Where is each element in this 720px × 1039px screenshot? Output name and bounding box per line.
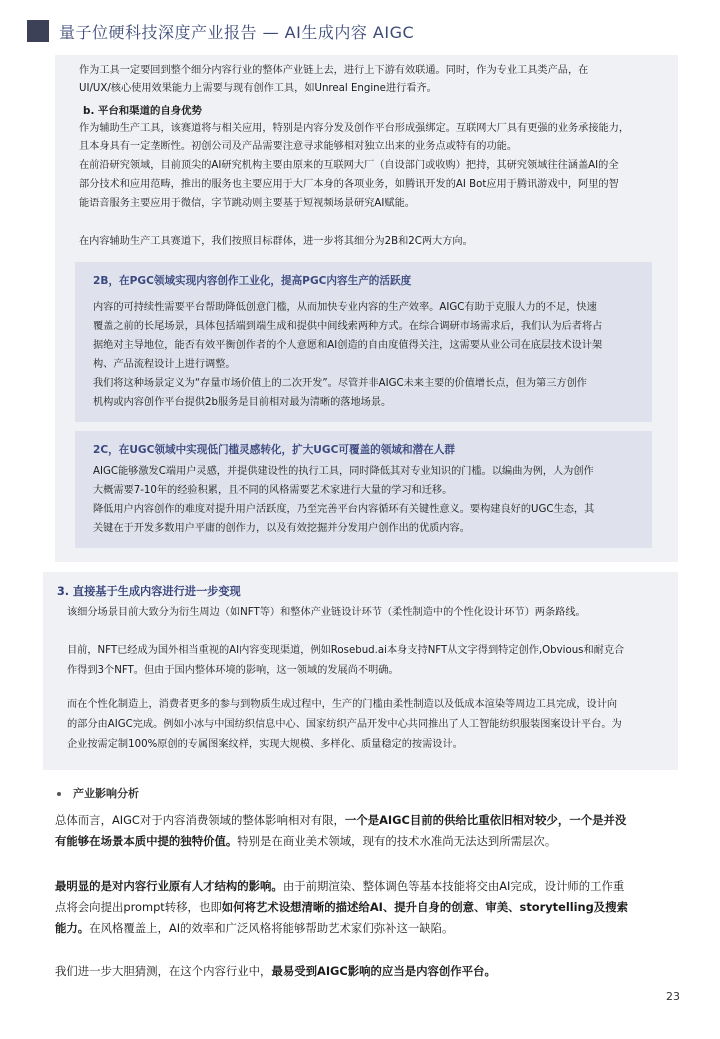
impact-paragraph-1-line-1 xyxy=(55,810,626,831)
paragraph-line: 目前，NFT已经成为国外相当重视的AI内容变现渠道，例如Rosebud.ai本身支持NFT从文字得到特定创作,Obvious和耐克合 xyxy=(67,645,625,656)
page-number: 23 xyxy=(666,990,680,1003)
paragraph-line: 内容的可持续性需要平台帮助降低创意门槛，从而加快专业内容的生产效率。AIGC有助于克服人力的不足，快速 xyxy=(93,302,597,313)
box-2b-title: 2B，在PGC领域实现内容创作工业化，提高PGC内容生产的活跃度 xyxy=(93,275,412,287)
emphasis-run: 有能够在场景本质中提的独特价值。 xyxy=(55,834,238,848)
section-3-title: 3. 直接基于生成内容进行进一步变现 xyxy=(57,585,241,598)
impact-paragraph-2-line-1 xyxy=(55,876,624,897)
emphasis-run: 最易受到AIGC影响的应当是内容创作平台。 xyxy=(271,964,496,978)
paragraph-line: 的部分由AIGC完成。例如小冰与中国纺织信息中心、国家纺织产品开发中心共同推出了人工智能纺织服装图案设计平台。为 xyxy=(67,719,622,730)
paragraph-line: 作为工具一定要回到整个细分内容行业的整体产业链上去，进行上下游有效联通。同时，作为专业工具类产品，在 xyxy=(79,65,589,76)
subheading-platform-advantage: b. 平台和渠道的自身优势 xyxy=(83,105,202,117)
paragraph-line: UI/UX/核心使用效果能力上需要与现有创作工具，如Unreal Engine进行看齐。 xyxy=(79,83,437,94)
paragraph-line: 部分技术和应用范畴，推出的服务也主要应用于大厂本身的各项业务，如腾讯开发的AI Bot应用于腾讯游戏中，阿里的智 xyxy=(79,179,619,190)
impact-paragraph-2-line-3 xyxy=(55,918,453,939)
text-run: 特别是在商业美术领域，现有的技术水准尚无法达到所需层次。 xyxy=(237,834,557,848)
paragraph-line: 而在个性化制造上，消费者更多的参与到物质生成过程中，生产的门槛由柔性制造以及低成本渲染等周边工具完成，设计向 xyxy=(67,699,618,710)
impact-bullet xyxy=(57,785,139,801)
impact-paragraph-2-line-2 xyxy=(55,897,628,918)
paragraph-line: 构、产品流程设计上进行调整。 xyxy=(93,359,236,370)
bullet-dot-icon xyxy=(57,792,61,796)
text-run: 总体而言，AIGC对于内容消费领域的整体影响相对有限， xyxy=(55,813,345,827)
report-title: 量子位硬科技深度产业报告 — AI生成内容 AIGC xyxy=(59,22,415,42)
paragraph-line: 在前沿研究领域，目前顶尖的AI研究机构主要由原来的互联网大厂（自设部门或收购）把持，其研究领域往往涵盖AI的全 xyxy=(79,160,619,171)
paragraph-line: 大概需要7-10年的经验积累，且不同的风格需要艺术家进行大量的学习和迁移。 xyxy=(93,485,453,496)
paragraph-line: 在内容辅助生产工具赛道下，我们按照目标群体，进一步将其细分为2B和2C两大方向。 xyxy=(79,236,473,247)
impact-paragraph-1-line-2 xyxy=(55,831,556,852)
box-2c-title: 2C，在UGC领域中实现低门槛灵感转化，扩大UGC可覆盖的领域和潜在人群 xyxy=(93,444,455,456)
text-run: 由于前期渲染、整体调色等基本技能将交由AI完成，设计师的工作重 xyxy=(282,879,625,893)
paragraph-line: 关键在于开发多数用户平庸的创作力，以及有效挖掘并分发用户创作出的优质内容。 xyxy=(93,523,470,534)
impact-heading: 产业影响分析 xyxy=(73,787,139,800)
paragraph-line: 据绝对主导地位，能否有效平衡创作者的个人意愿和AI创造的自由度值得关注，这需要从业公司在底层技术设计架 xyxy=(93,340,603,351)
emphasis-run: 一个是AIGC目前的供给比重依旧相对较少，一个是并没 xyxy=(344,813,627,827)
paragraph-line: 我们将这种场景定义为“存量市场价值上的二次开发”。尽管并非AIGC未来主要的价值增长点，但为第三方创作 xyxy=(93,378,587,389)
header-square-icon xyxy=(27,20,49,42)
paragraph-line: AIGC能够激发C端用户灵感，并提供建设性的执行工具，同时降低其对专业知识的门槛。以编曲为例，人为创作 xyxy=(93,466,594,477)
text-run: 在风格覆盖上，AI的效率和广泛风格将能够帮助艺术家们弥补这一缺陷。 xyxy=(89,921,454,935)
paragraph-line: 该细分场景目前大致分为衍生周边（如NFT等）和整体产业链设计环节（柔性制造中的个性化设计环节）两条路线。 xyxy=(67,607,586,618)
paragraph-line: 降低用户内容创作的难度对提升用户活跃度，乃至完善平台内容循环有关键性意义。要构建良好的UGC生态，其 xyxy=(93,504,595,515)
paragraph-line: 能语音服务主要应用于微信，字节跳动则主要基于短视频场景研究AI赋能。 xyxy=(79,198,415,209)
emphasis-run: 能力。 xyxy=(55,921,90,935)
emphasis-run: 最明显的是对内容行业原有人才结构的影响。 xyxy=(55,879,283,893)
paragraph-line: 且本身具有一定垄断性。初创公司及产品需要注意寻求能够相对独立出来的业务点或特有的功能。 xyxy=(79,141,518,152)
text-run: 点将会向提出prompt转移，也即 xyxy=(55,900,222,914)
paragraph-line: 作得到3个NFT。但由于国内整体环境的影响，这一领域的发展尚不明确。 xyxy=(67,665,399,676)
impact-paragraph-3 xyxy=(55,961,496,982)
paragraph-line: 企业按需定制100%原创的专属图案纹样，实现大规模、多样化、质量稳定的按需设计。 xyxy=(67,739,463,750)
paragraph-line: 机构或内容创作平台提供2b服务是目前相对最为清晰的落地场景。 xyxy=(93,397,392,408)
emphasis-run: 如何将艺术设想清晰的描述给AI、提升自身的创意、审美、storytelling及搜索 xyxy=(221,900,628,914)
paragraph-line: 覆盖之前的长尾场景，具体包括端到端生成和提供中间线索两种方式。在综合调研市场需求后，我们认为后者将占 xyxy=(93,321,603,332)
text-run: 我们进一步大胆猜测，在这个内容行业中， xyxy=(55,964,272,978)
page-header xyxy=(27,18,414,44)
paragraph-line: 作为辅助生产工具，该赛道将与相关应用，特别是内容分发及创作平台形成强绑定。互联网大厂具有更强的业务承接能力， xyxy=(79,123,630,134)
